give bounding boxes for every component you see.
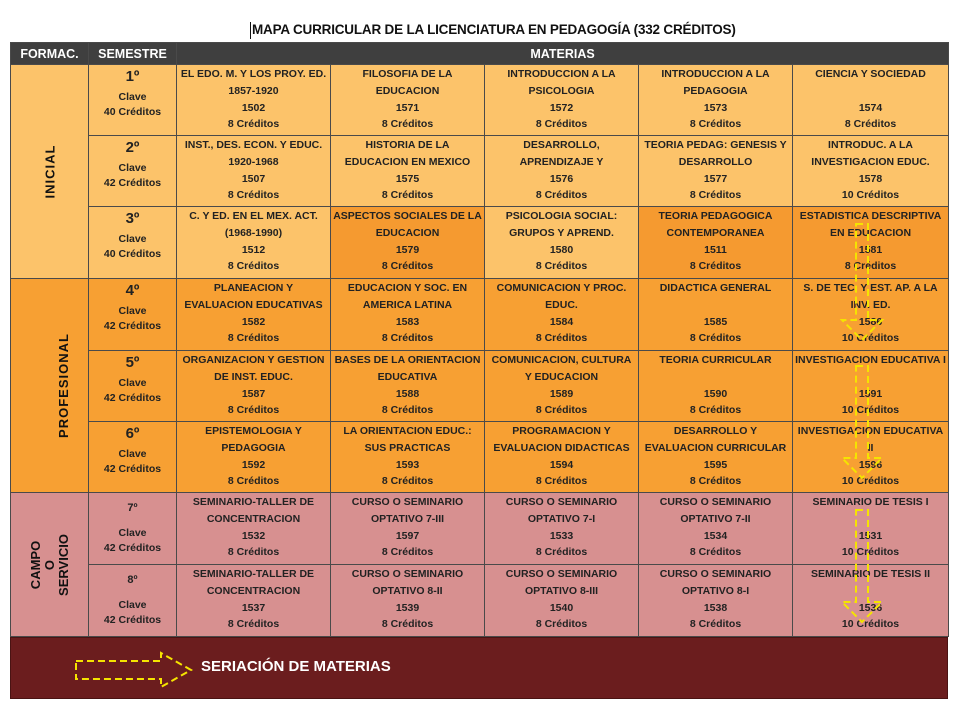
subject-cell [177, 565, 331, 637]
subject-clave: 1577 [703, 172, 728, 185]
subject-clave: 1596 [858, 458, 883, 471]
subject-clave: 1582 [241, 316, 266, 329]
subject-credits: 8 Créditos [535, 188, 588, 201]
subject-name: SEMINARIO DE TESIS I [812, 496, 929, 509]
subject-name: PSICOLOGIA SOCIAL: GRUPOS Y APREND. [505, 210, 618, 240]
subject-credits: 8 Créditos [535, 332, 588, 345]
semester-number: 4º [125, 282, 140, 300]
semester-credits: 42 Créditos [103, 462, 162, 475]
subject-name: FILOSOFIA DE LA EDUCACION [362, 68, 453, 97]
subject-clave: 1593 [395, 458, 420, 471]
subject-clave: 1574 [858, 102, 883, 114]
subject-cell [485, 65, 639, 136]
subject-name: SEMINARIO-TALLER DE CONCENTRACION [192, 568, 315, 598]
formation-group-2 [11, 493, 89, 637]
subject-name: CURSO O SEMINARIO OPTATIVO 8-II [351, 568, 464, 598]
subject-clave: 1594 [549, 458, 574, 471]
subject-credits: 10 Créditos [841, 618, 900, 631]
table-row [11, 565, 949, 637]
subject-clave: 1539 [395, 602, 420, 615]
subject-clave: 1534 [703, 530, 728, 543]
semester-number: 1º [125, 68, 140, 85]
subject-cell [177, 65, 331, 136]
semester-credits: 42 Créditos [103, 391, 162, 404]
subject-credits: 8 Créditos [689, 546, 742, 559]
subject-credits: 8 Créditos [381, 618, 434, 631]
subject-cell [485, 565, 639, 637]
subject-clave: 1571 [395, 102, 420, 114]
semester-cell [89, 135, 177, 207]
page-title: MAPA CURRICULAR DE LA LICENCIATURA EN PEDAGOGÍA (332 CRÉDITOS) [252, 22, 736, 37]
subject-clave: 1502 [241, 102, 266, 114]
subject-name: INVESTIGACION EDUCATIVA I [795, 353, 946, 366]
subject-clave: 1583 [395, 316, 420, 329]
subject-credits: 8 Créditos [689, 403, 742, 416]
subject-name: BASES DE LA ORIENTACION EDUCATIVA [334, 353, 481, 383]
subject-clave: 1588 [395, 387, 420, 400]
formation-label [28, 534, 70, 596]
subject-name: PLANEACION Y EVALUACION EDUCATIVAS [184, 282, 323, 312]
subject-credits: 8 Créditos [227, 188, 280, 201]
formation-group-1 [11, 279, 89, 493]
semester-clave-label: Clave [118, 447, 147, 460]
subject-cell [793, 65, 949, 136]
table-row [11, 493, 949, 565]
semester-clave-label: Clave [118, 233, 147, 246]
subject-clave: 1578 [858, 172, 883, 185]
legend-label: SERIACIÓN DE MATERIAS [201, 658, 391, 675]
subject-clave: 1595 [703, 458, 728, 471]
subject-cell [639, 135, 793, 207]
table-row [11, 421, 949, 493]
semester-number: 2º [125, 138, 140, 156]
subject-clave: 1507 [241, 172, 266, 185]
subject-credits: 8 Créditos [227, 474, 280, 487]
subject-name: DESARROLLO, APRENDIZAJE Y [519, 138, 604, 168]
subject-cell [793, 279, 949, 351]
subject-clave: 1537 [241, 602, 266, 615]
subject-credits: 8 Créditos [844, 260, 897, 273]
subject-clave: 1575 [395, 172, 420, 185]
subject-name: HISTORIA DE LA EDUCACION EN MEXICO [344, 138, 471, 168]
subject-cell [639, 421, 793, 493]
subject-clave: 1589 [549, 387, 574, 400]
subject-cell [793, 565, 949, 637]
subject-clave: 1597 [395, 530, 420, 543]
subject-credits: 8 Créditos [689, 118, 742, 130]
semester-credits: 40 Créditos [103, 106, 162, 118]
subject-cell [485, 135, 639, 207]
subject-clave: 1590 [703, 387, 728, 400]
formation-label-line: O [41, 559, 57, 570]
subject-cell [177, 421, 331, 493]
subject-credits: 8 Créditos [535, 618, 588, 631]
subject-credits: 8 Créditos [227, 332, 280, 345]
subject-name: CURSO O SEMINARIO OPTATIVO 7-III [351, 496, 464, 526]
semester-cell [89, 279, 177, 351]
subject-cell [639, 279, 793, 351]
subject-credits: 8 Créditos [227, 546, 280, 559]
subject-clave: 1576 [549, 172, 574, 185]
subject-clave: 1591 [858, 387, 883, 400]
subject-credits: 8 Créditos [381, 118, 434, 130]
subject-name: CURSO O SEMINARIO OPTATIVO 7-I [505, 496, 618, 526]
subject-credits: 8 Créditos [689, 260, 742, 273]
subject-cell [331, 135, 485, 207]
subject-cell [331, 350, 485, 421]
subject-credits: 8 Créditos [381, 546, 434, 559]
curriculum-grid [10, 42, 948, 637]
subject-cell [485, 279, 639, 351]
subject-name: INVESTIGACION EDUCATIVA II [797, 424, 944, 454]
semester-clave-label: Clave [118, 305, 147, 318]
subject-cell [639, 65, 793, 136]
subject-credits: 8 Créditos [227, 260, 280, 273]
table-row [11, 135, 949, 207]
semester-clave-label: Clave [118, 376, 147, 389]
semester-number: 3º [125, 210, 140, 228]
subject-credits: 8 Créditos [535, 474, 588, 487]
formation-label: PROFESIONAL [55, 333, 71, 439]
subject-clave: 1531 [858, 530, 883, 543]
subject-cell [793, 135, 949, 207]
curriculum-table [10, 42, 949, 637]
subject-name: ESTADISTICA DESCRIPTIVA EN EDUCACION [799, 210, 942, 240]
subject-cell [639, 565, 793, 637]
subject-credits: 8 Créditos [227, 403, 280, 416]
subject-cell [485, 421, 639, 493]
table-row [11, 279, 949, 351]
semester-clave-label: Clave [118, 599, 147, 612]
semester-cell [89, 350, 177, 421]
subject-cell [331, 421, 485, 493]
subject-cell [639, 207, 793, 279]
subject-credits: 8 Créditos [381, 332, 434, 345]
subject-name: ORGANIZACION Y GESTION DE INST. EDUC. [182, 353, 325, 383]
subject-credits: 8 Créditos [689, 188, 742, 201]
subject-clave: 1540 [549, 602, 574, 615]
subject-credits: 8 Créditos [381, 474, 434, 487]
subject-name: TEORIA PEDAG: GENESIS Y DESARROLLO [644, 138, 787, 168]
subject-credits: 8 Créditos [844, 118, 897, 130]
semester-number: 7º [127, 502, 138, 515]
subject-name: EPISTEMOLOGIA Y PEDAGOGIA [205, 424, 302, 454]
subject-cell [331, 207, 485, 279]
subject-cell [177, 350, 331, 421]
formation-label-line: CAMPO [27, 540, 43, 589]
subject-clave: 1585 [703, 316, 728, 329]
subject-name: CURSO O SEMINARIO OPTATIVO 8-III [505, 568, 618, 598]
subject-credits: 8 Créditos [381, 188, 434, 201]
subject-name: ASPECTOS SOCIALES DE LA EDUCACION [333, 210, 482, 240]
subject-credits: 8 Créditos [689, 474, 742, 487]
semester-clave-label: Clave [118, 527, 147, 540]
subject-name: CIENCIA Y SOCIEDAD [815, 68, 926, 80]
subject-credits: 8 Créditos [689, 332, 742, 345]
subject-credits: 10 Créditos [841, 332, 900, 345]
semester-number: 8º [127, 574, 138, 587]
subject-cell [485, 350, 639, 421]
subject-clave: 1572 [549, 102, 574, 114]
subject-credits: 10 Créditos [841, 474, 900, 487]
subject-clave: 1532 [241, 530, 266, 543]
header-semestre: SEMESTRE [89, 43, 177, 65]
formation-label: INICIAL [41, 144, 57, 199]
subject-cell [331, 493, 485, 565]
subject-credits: 10 Créditos [841, 403, 900, 416]
semester-cell [89, 207, 177, 279]
semester-cell [89, 565, 177, 637]
subject-name: SEMINARIO-TALLER DE CONCENTRACION [192, 496, 315, 526]
subject-name: S. DE TEC. Y EST. AP. A LA INV. ED. [803, 282, 938, 312]
subject-name: SEMINARIO DE TESIS II [811, 568, 931, 581]
subject-credits: 8 Créditos [689, 618, 742, 631]
semester-clave-label: Clave [118, 91, 147, 103]
subject-clave: 1538 [703, 602, 728, 615]
subject-name: INTRODUCCION A LA PSICOLOGIA [507, 68, 616, 97]
semester-number: 6º [125, 424, 140, 442]
semester-credits: 40 Créditos [103, 248, 162, 261]
subject-cell [331, 279, 485, 351]
dashed-arrow-icon [71, 650, 201, 690]
subject-credits: 8 Créditos [227, 618, 280, 631]
subject-credits: 8 Créditos [535, 546, 588, 559]
subject-cell [793, 350, 949, 421]
subject-name: PROGRAMACION Y EVALUACION DIDACTICAS [493, 424, 630, 454]
subject-name: INST., DES. ECON. Y EDUC. 1920-1968 [184, 138, 323, 168]
subject-clave: 1592 [241, 458, 266, 471]
subject-credits: 10 Créditos [841, 546, 900, 559]
formation-group-0 [11, 65, 89, 279]
header-materias: MATERIAS [177, 43, 949, 65]
semester-cell [89, 493, 177, 565]
semester-number: 5º [125, 353, 140, 371]
subject-cell [331, 565, 485, 637]
semester-cell [89, 65, 177, 136]
subject-credits: 8 Créditos [381, 403, 434, 416]
table-row [11, 65, 949, 136]
subject-name: DIDACTICA GENERAL [659, 282, 772, 295]
subject-cell [177, 135, 331, 207]
subject-clave: 1573 [703, 102, 728, 114]
subject-name: LA ORIENTACION EDUC.: SUS PRACTICAS [343, 424, 472, 454]
subject-cell [177, 279, 331, 351]
legend-bar [10, 637, 948, 699]
subject-cell [793, 421, 949, 493]
subject-name: INTRODUC. A LA INVESTIGACION EDUC. [811, 138, 930, 168]
semester-clave-label: Clave [118, 161, 147, 174]
subject-cell [793, 207, 949, 279]
subject-clave: 1581 [858, 244, 883, 257]
subject-name: EL EDO. M. Y LOS PROY. ED. 1857-1920 [180, 68, 327, 97]
header-formacion: FORMAC. [11, 43, 89, 65]
subject-clave: 1579 [395, 244, 420, 257]
subject-credits: 8 Créditos [535, 403, 588, 416]
subject-name: CURSO O SEMINARIO OPTATIVO 8-I [659, 568, 772, 598]
formation-label-line: SERVICIO [55, 533, 71, 596]
subject-cell [639, 350, 793, 421]
subject-clave: 1580 [549, 244, 574, 257]
subject-clave: 1511 [704, 244, 727, 257]
subject-name: TEORIA CURRICULAR [659, 353, 772, 366]
semester-credits: 42 Créditos [103, 542, 162, 555]
table-row [11, 207, 949, 279]
subject-name: C. Y ED. EN EL MEX. ACT. (1968-1990) [189, 210, 318, 240]
table-row [11, 350, 949, 421]
subject-name: COMUNICACION Y PROC. EDUC. [496, 282, 627, 312]
subject-cell [485, 207, 639, 279]
subject-cell [485, 493, 639, 565]
subject-name: INTRODUCCION A LA PEDAGOGIA [661, 68, 770, 97]
semester-credits: 42 Créditos [103, 320, 162, 333]
semester-credits: 42 Créditos [103, 614, 162, 627]
subject-credits: 10 Créditos [841, 188, 900, 201]
subject-name: TEORIA PEDAGOGICA CONTEMPORANEA [658, 210, 773, 240]
subject-credits: 8 Créditos [535, 118, 588, 130]
subject-clave: 1512 [241, 244, 266, 257]
subject-cell [177, 493, 331, 565]
subject-credits: 8 Créditos [227, 118, 280, 130]
subject-name: COMUNICACION, CULTURA Y EDUCACION [491, 353, 632, 383]
subject-cell [793, 493, 949, 565]
subject-name: CURSO O SEMINARIO OPTATIVO 7-II [659, 496, 772, 526]
subject-clave: 1586 [858, 316, 883, 329]
subject-cell [331, 65, 485, 136]
subject-cell [177, 207, 331, 279]
subject-credits: 8 Créditos [535, 260, 588, 273]
subject-credits: 8 Créditos [381, 260, 434, 273]
subject-name: EDUCACION Y SOC. EN AMERICA LATINA [347, 282, 468, 312]
subject-clave: 1587 [241, 387, 266, 400]
semester-cell [89, 421, 177, 493]
subject-clave: 1533 [549, 530, 574, 543]
subject-clave: 1584 [549, 316, 574, 329]
subject-cell [639, 493, 793, 565]
subject-name: DESARROLLO Y EVALUACION CURRICULAR [644, 424, 787, 454]
semester-credits: 42 Créditos [103, 176, 162, 189]
subject-clave: 1536 [858, 602, 883, 615]
